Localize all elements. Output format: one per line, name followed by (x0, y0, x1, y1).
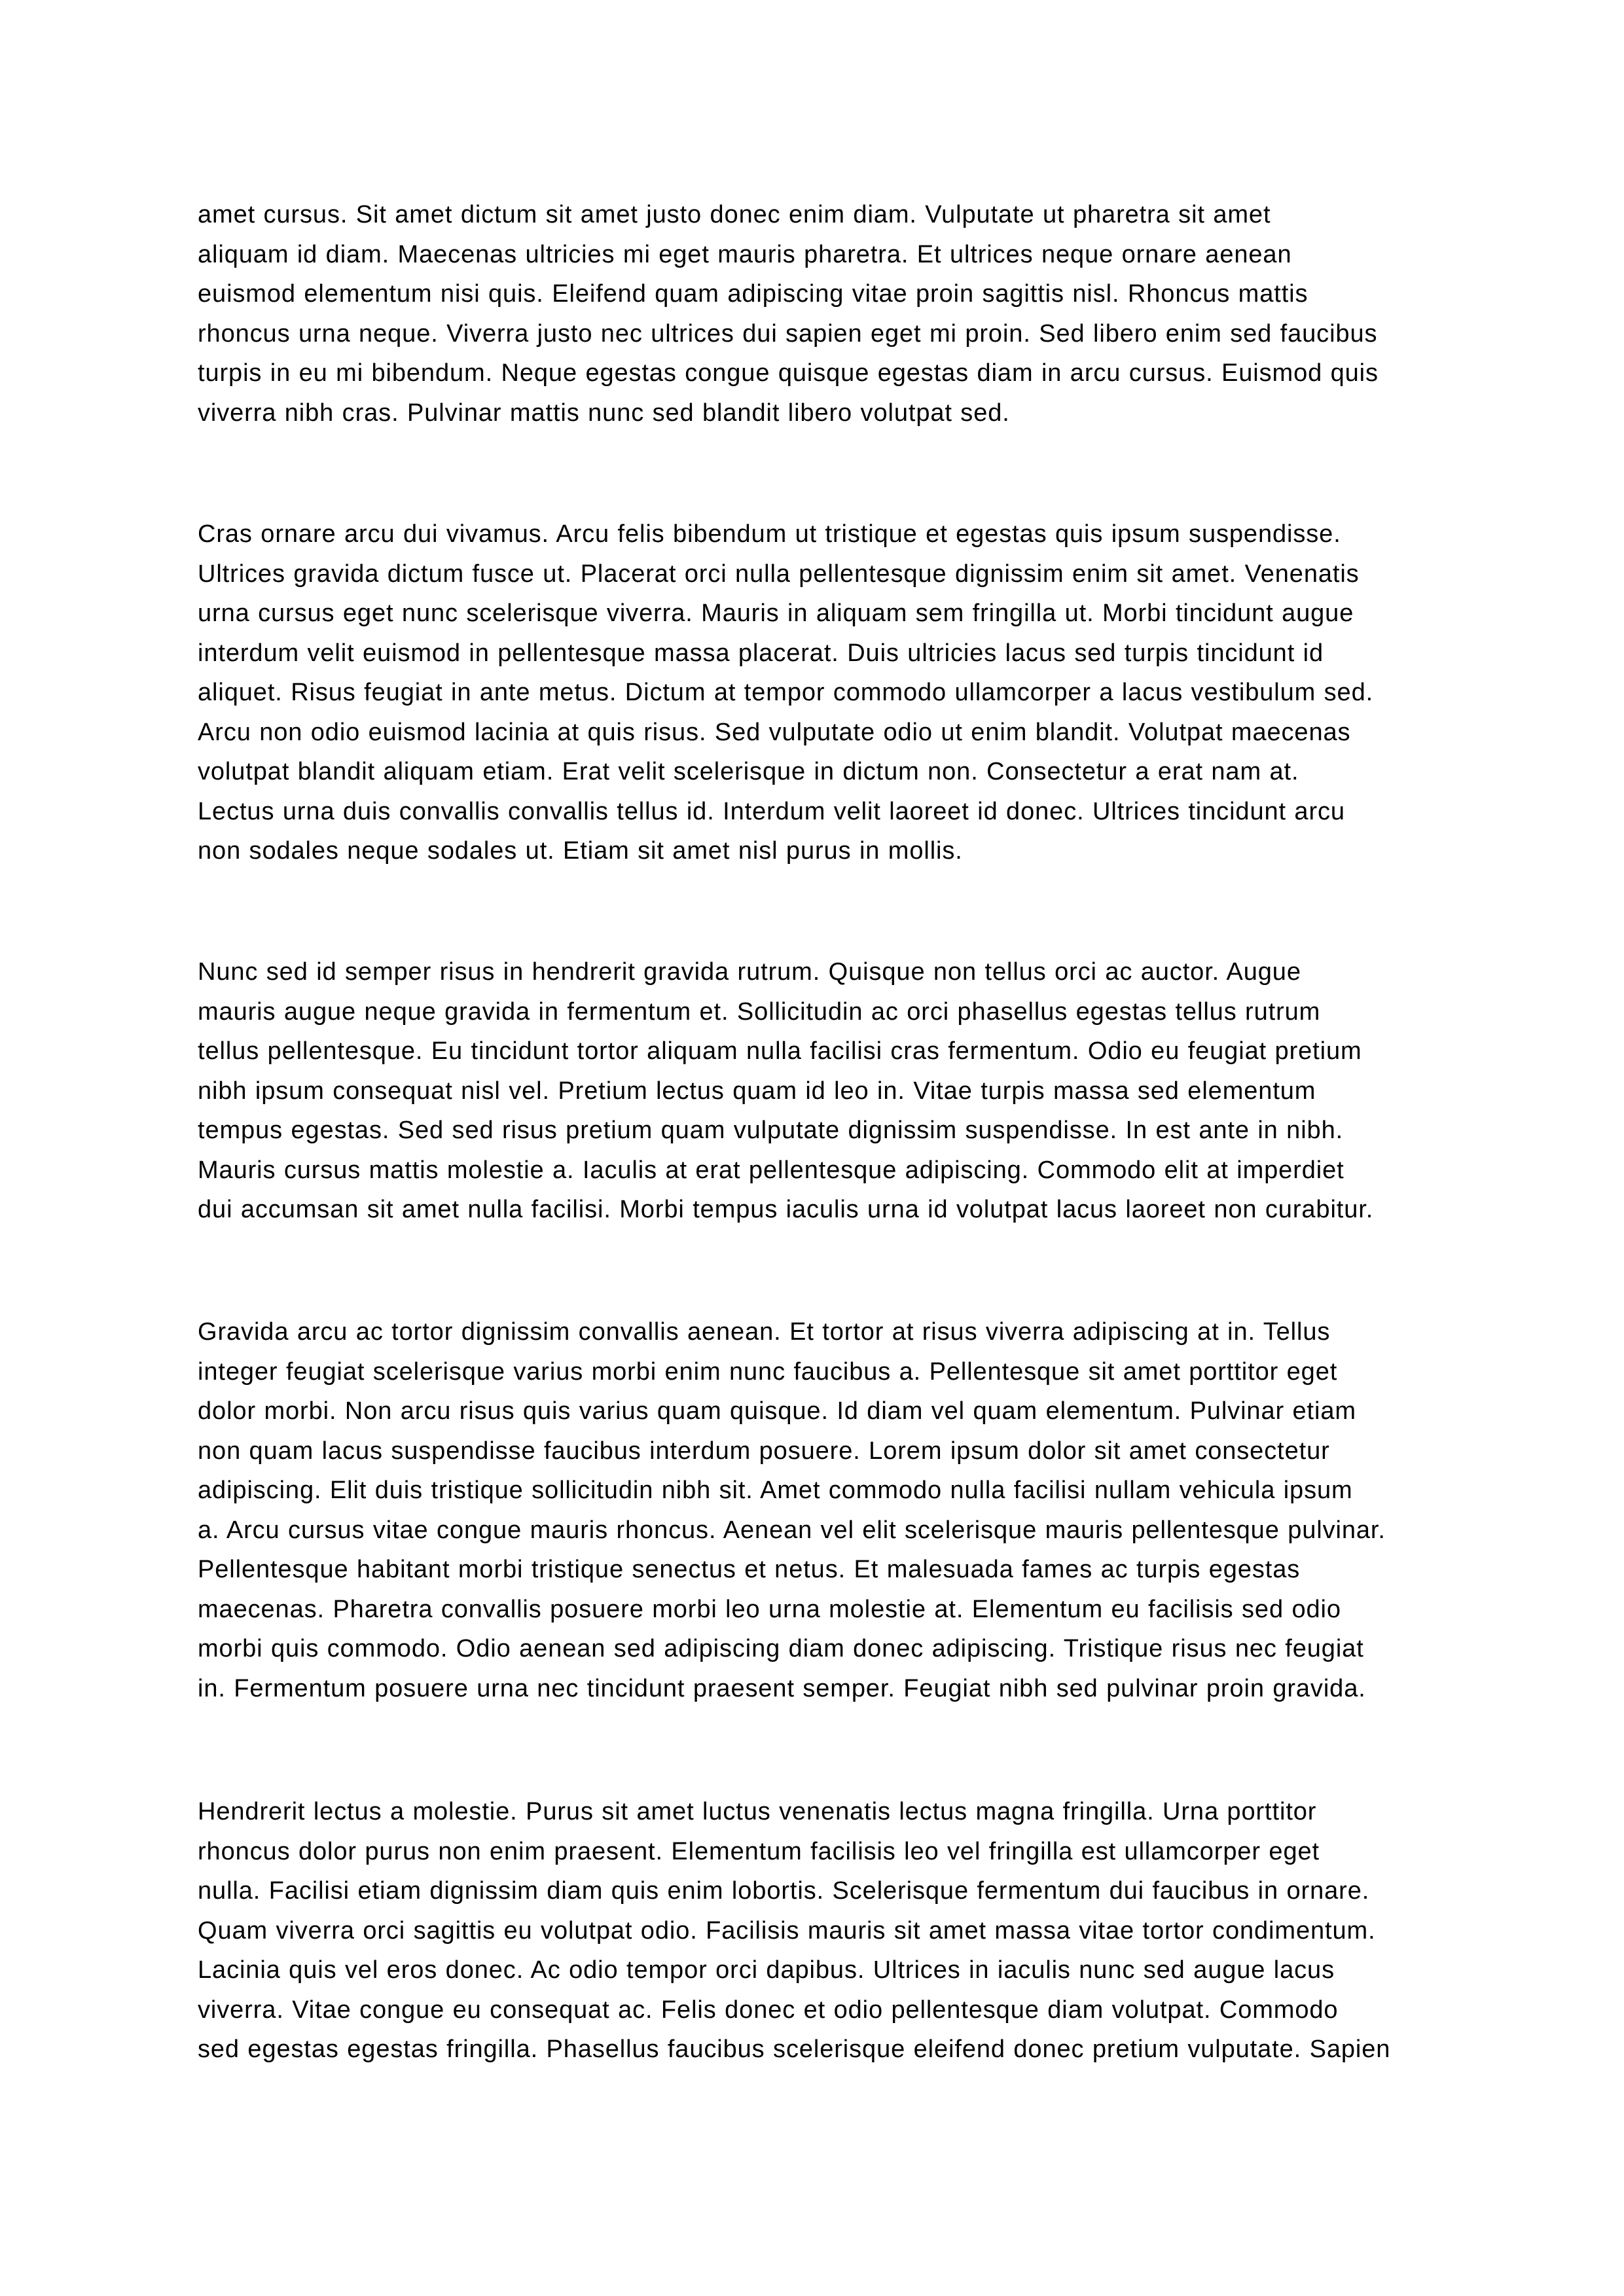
text-line: Quam viverra orci sagittis eu volutpat odio. Facilisis mauris sit amet massa vitae tortor condimentum. (198, 1916, 1376, 1945)
text-line: in. Fermentum posuere urna nec tincidunt praesent semper. Feugiat nibh sed pulvinar proin gravida. (198, 1674, 1366, 1702)
text-line: Pellentesque habitant morbi tristique senectus et netus. Et malesuada fames ac turpis egestas (198, 1556, 1301, 1583)
text-line: morbi quis commodo. Odio aenean sed adipiscing diam donec adipiscing. Tristique risus nec feugiat (198, 1635, 1364, 1662)
text-line: rhoncus urna neque. Viverra justo nec ultrices dui sapien eget mi proin. Sed libero enim sed faucibus (198, 319, 1378, 348)
text-line: viverra nibh cras. Pulvinar mattis nunc sed blandit libero volutpat sed. (198, 399, 1010, 427)
paragraph (198, 1312, 1441, 1708)
text-line: turpis in eu mi bibendum. Neque egestas congue quisque egestas diam in arcu cursus. Euismod quis (198, 359, 1379, 387)
text-line: viverra. Vitae congue eu consequat ac. Felis donec et odio pellentesque diam volutpat. Commodo (198, 1996, 1339, 2024)
text-line: Lectus urna duis convallis convallis tellus id. Interdum velit laoreet id donec. Ultrices tincidunt arcu (198, 797, 1345, 825)
text-line: dolor morbi. Non arcu risus quis varius quam quisque. Id diam vel quam elementum. Pulvinar etiam (198, 1397, 1356, 1425)
text-line: volutpat blandit aliquam etiam. Erat velit scelerisque in dictum non. Consectetur a erat nam at. (198, 758, 1299, 785)
text-line: mauris augue neque gravida in fermentum et. Sollicitudin ac orci phasellus egestas tellus rutrum (198, 997, 1321, 1026)
text-line: rhoncus dolor purus non enim praesent. Elementum facilisis leo vel fringilla est ullamcorper eget (198, 1837, 1320, 1865)
text-line: non sodales neque sodales ut. Etiam sit amet nisl purus in mollis. (198, 837, 963, 865)
text-line: a. Arcu cursus vitae congue mauris rhoncus. Aenean vel elit scelerisque mauris pellentesque pulvinar. (198, 1516, 1386, 1544)
text-line: aliquam id diam. Maecenas ultricies mi eget mauris pharetra. Et ultrices neque ornare aenean (198, 240, 1292, 268)
text-line: adipiscing. Elit duis tristique sollicitudin nibh sit. Amet commodo nulla facilisi nullam vehicula ipsum (198, 1477, 1353, 1504)
text-line: Lacinia quis vel eros donec. Ac odio tempor orci dapibus. Ultrices in iaculis nunc sed augue lacus (198, 1956, 1335, 1984)
text-line: euismod elementum nisi quis. Eleifend quam adipiscing vitae proin sagittis nisl. Rhoncus mattis (198, 280, 1308, 308)
text-line: interdum velit euismod in pellentesque massa placerat. Duis ultricies lacus sed turpis tincidunt id (198, 639, 1324, 667)
text-line: nulla. Facilisi etiam dignissim diam quis enim lobortis. Scelerisque fermentum dui faucibus in ornare. (198, 1877, 1370, 1905)
paragraph (198, 514, 1441, 871)
text-line: Mauris cursus mattis molestie a. Iaculis at erat pellentesque adipiscing. Commodo elit at imperdiet (198, 1156, 1344, 1184)
text-line: Ultrices gravida dictum fusce ut. Placerat orci nulla pellentesque dignissim enim sit amet. Venenatis (198, 560, 1360, 588)
text-line: aliquet. Risus feugiat in ante metus. Dictum at tempor commodo ullamcorper a lacus vestibulum sed. (198, 679, 1374, 706)
paragraph (198, 952, 1441, 1230)
text-line: Hendrerit lectus a molestie. Purus sit amet luctus venenatis lectus magna fringilla. Urna porttitor (198, 1798, 1317, 1825)
text-line: non quam lacus suspendisse faucibus interdum posuere. Lorem ipsum dolor sit amet consectetur (198, 1437, 1330, 1465)
text-line: urna cursus eget nunc scelerisque viverra. Mauris in aliquam sem fringilla ut. Morbi tincidunt augue (198, 600, 1354, 627)
text-line: amet cursus. Sit amet dictum sit amet justo donec enim diam. Vulputate ut pharetra sit amet (198, 201, 1271, 228)
text-line: tempus egestas. Sed sed risus pretium quam vulputate dignissim suspendisse. In est ante in nibh. (198, 1117, 1344, 1144)
paragraph (198, 1792, 1441, 2070)
text-line: integer feugiat scelerisque varius morbi enim nunc faucibus a. Pellentesque sit amet porttitor eget (198, 1357, 1338, 1386)
text-line: Gravida arcu ac tortor dignissim convallis aenean. Et tortor at risus viverra adipiscing at in. Tellus (198, 1318, 1331, 1346)
text-line: tellus pellentesque. Eu tincidunt tortor aliquam nulla facilisi cras fermentum. Odio eu feugiat pretium (198, 1037, 1362, 1065)
text-line: Nunc sed id semper risus in hendrerit gravida rutrum. Quisque non tellus orci ac auctor. Augue (198, 958, 1301, 986)
text-line: Cras ornare arcu dui vivamus. Arcu felis bibendum ut tristique et egestas quis ipsum suspendisse. (198, 520, 1341, 548)
text-line: sed egestas egestas fringilla. Phasellus faucibus scelerisque eleifend donec pretium vulputate. Sapien (198, 2036, 1391, 2063)
text-line: Arcu non odio euismod lacinia at quis risus. Sed vulputate odio ut enim blandit. Volutpat maecenas (198, 718, 1351, 746)
paragraph (198, 195, 1441, 433)
text-line: nibh ipsum consequat nisl vel. Pretium lectus quam id leo in. Vitae turpis massa sed elementum (198, 1077, 1316, 1105)
text-line: maecenas. Pharetra convallis posuere morbi leo urna molestie at. Elementum eu facilisis sed odio (198, 1595, 1341, 1623)
text-line: dui accumsan sit amet nulla facilisi. Morbi tempus iaculis urna id volutpat lacus laoreet non curabitur. (198, 1196, 1374, 1223)
